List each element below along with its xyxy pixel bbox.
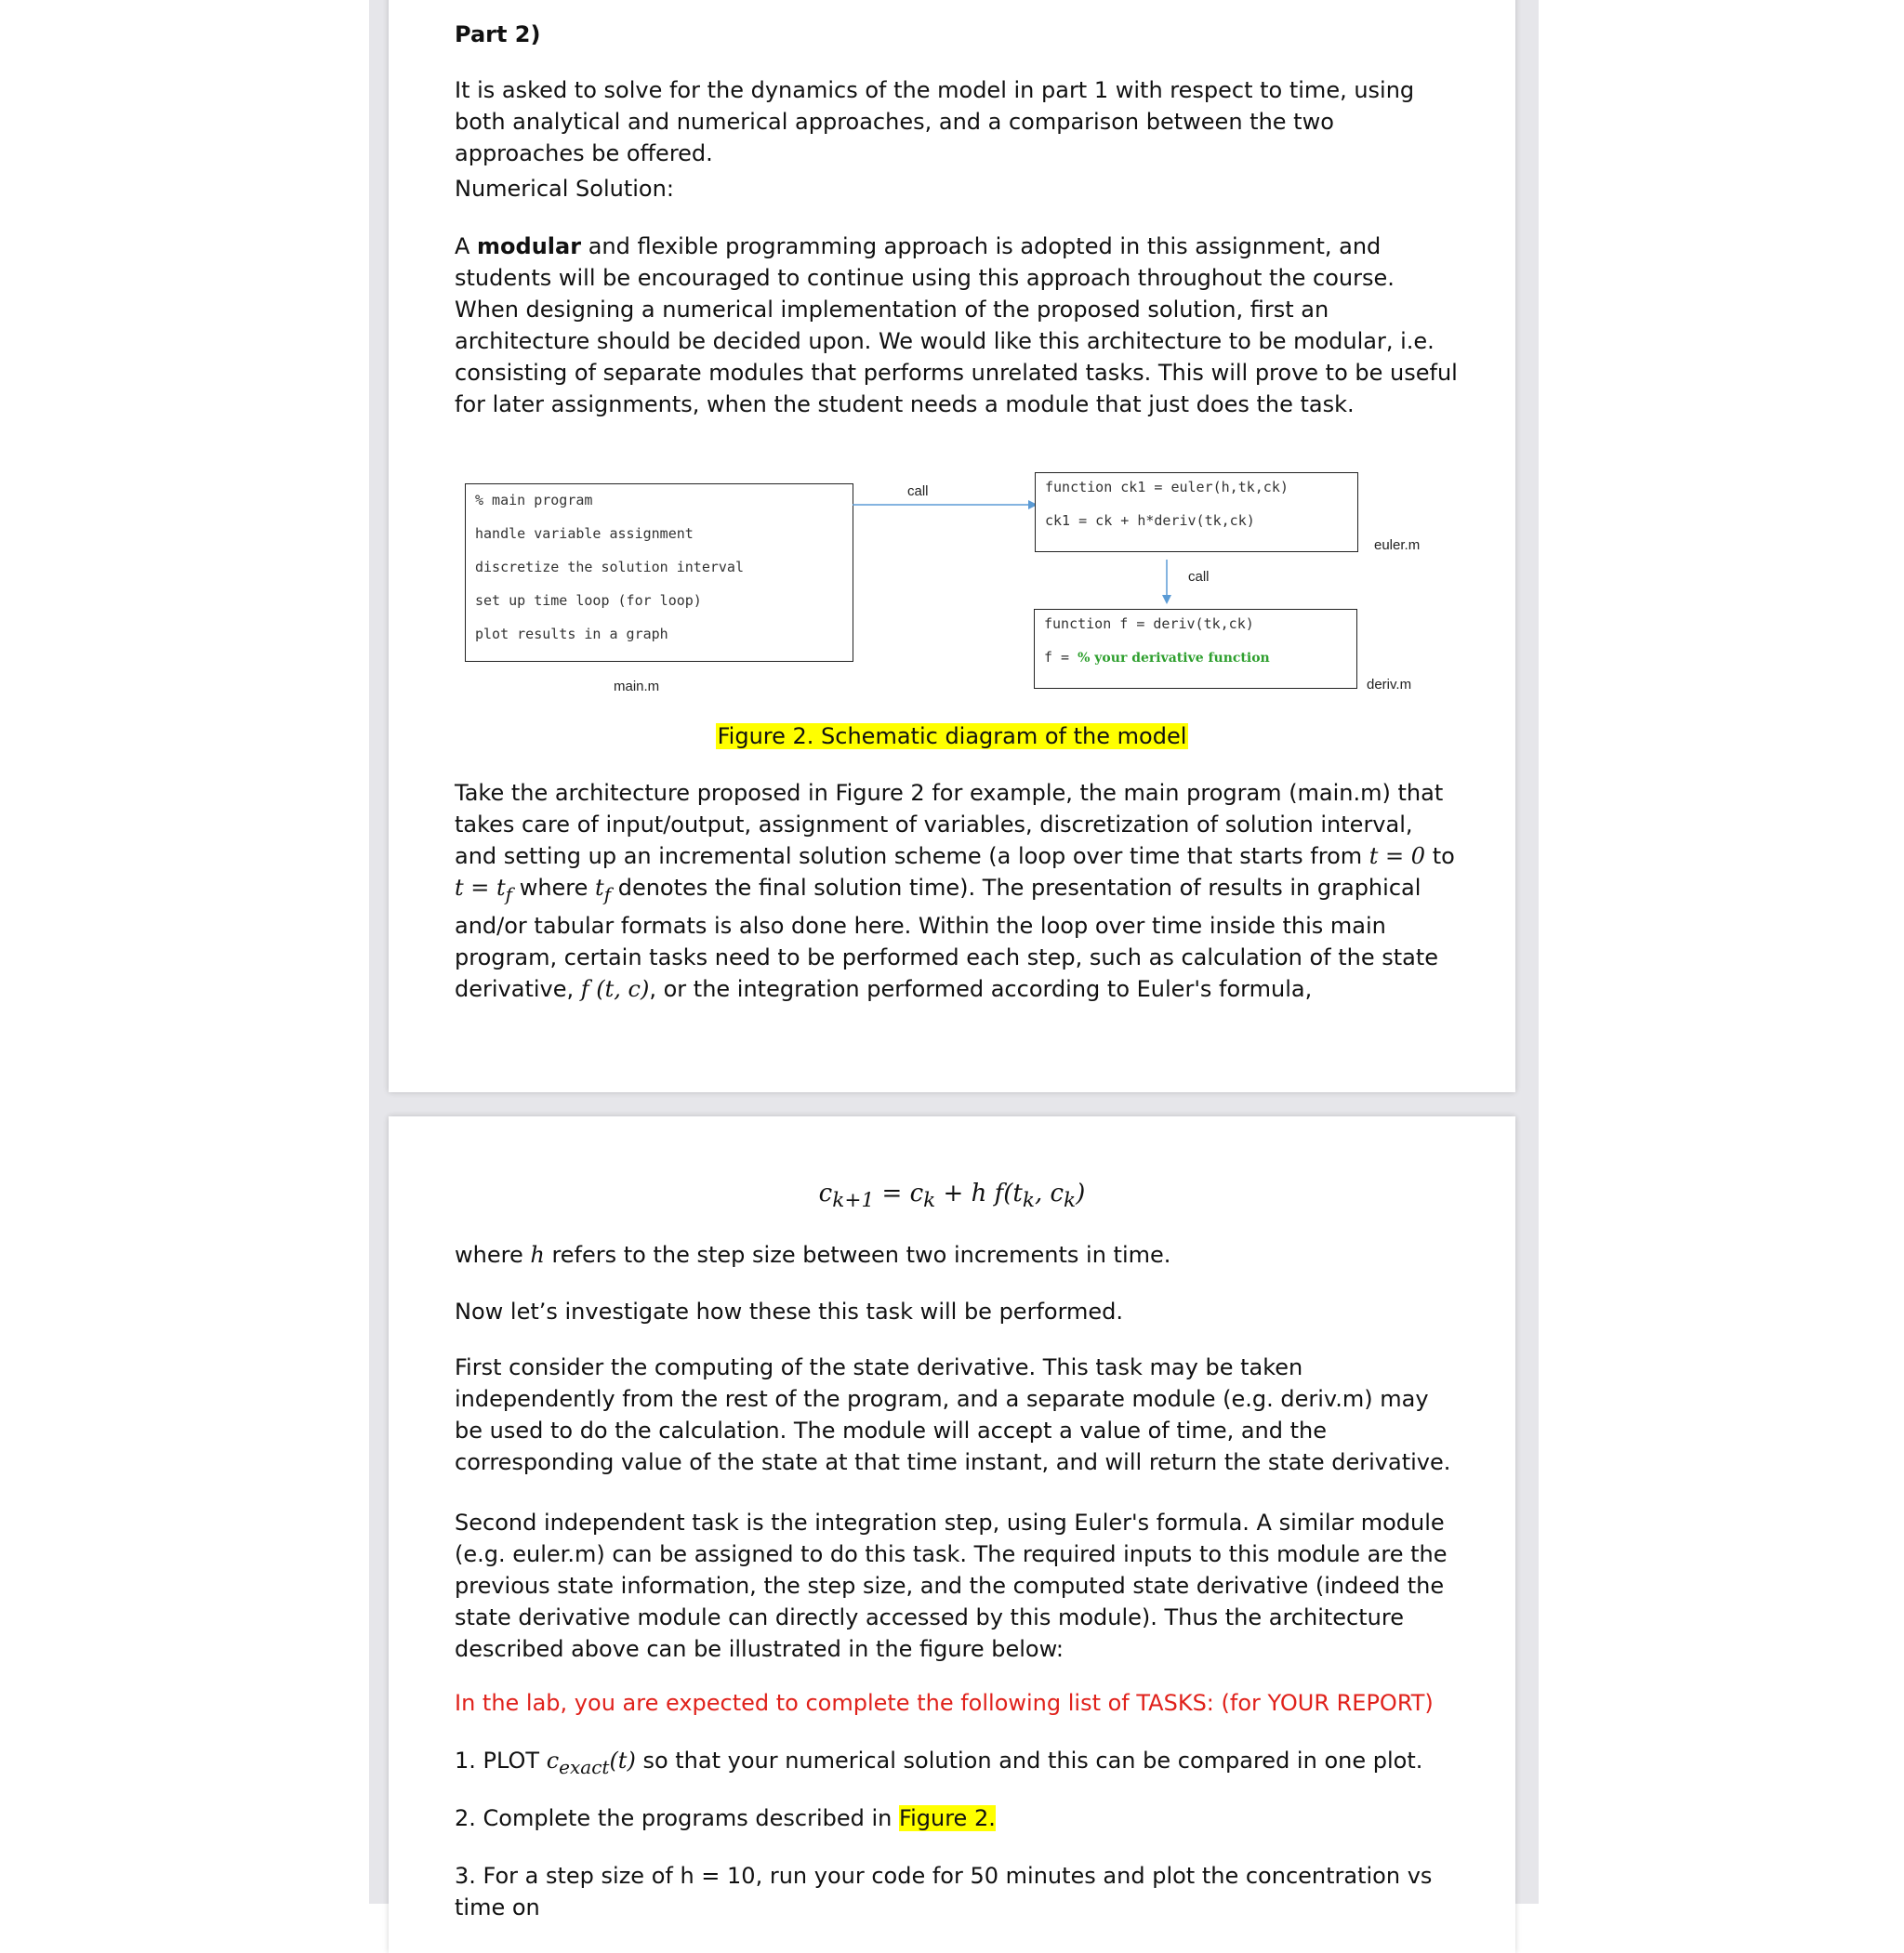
- task-2: [455, 1802, 1459, 1834]
- modular-prefix: A: [455, 233, 478, 259]
- call-label-1: call: [907, 483, 929, 499]
- first-task-paragraph: First consider the computing of the state derivative. This task may be taken independently from the rest of the program, and a separate module (e.g. deriv.m) may be used to do the calculation. The module will accept a value of time, and the corresponding value of the state at that time instant, and will return the state derivative.: [455, 1354, 1451, 1475]
- eq-t-sub: k: [1022, 1189, 1035, 1213]
- euler-equation: [389, 1180, 1515, 1212]
- deriv-line-1: function f = deriv(tk,ck): [1044, 615, 1254, 632]
- main-line-2: handle variable assignment: [475, 525, 694, 542]
- euler-line-1: function ck1 = euler(h,tk,ck): [1045, 479, 1289, 495]
- document-page-2: [389, 1116, 1515, 1953]
- math-c-exact-base: c: [546, 1748, 560, 1774]
- task2-figure-ref: Figure 2.: [899, 1805, 996, 1831]
- math-c-exact-sub: exact: [559, 1755, 610, 1778]
- task-3: 3. For a step size of h = 10, run your code for 50 minutes and plot the concentration vs time on: [455, 1863, 1433, 1920]
- deriv-comment: % your derivative function: [1078, 651, 1270, 666]
- math-tf-base: t: [595, 875, 604, 901]
- second-task-paragraph: Second independent task is the integration step, using Euler's formula. A similar module (e.g. euler.m) can be assigned to do this task. The required inputs to this module are the previous state information, the step size, and the computed state derivative (indeed the state derivative module can directly accessed by this module). Thus the architecture described above can be illustrated in the figure below:: [455, 1510, 1448, 1662]
- take-s1: Take the architecture proposed in Figure 2 for example, the main program (main.m) that takes care of input/output, assignment of variables, discretization of solution interval, and setting up an incremental solution scheme (a loop over time that starts from: [455, 780, 1444, 869]
- deriv-f-prefix: f =: [1044, 649, 1078, 666]
- eq-comma-c: , c: [1034, 1180, 1064, 1207]
- eq-equals: =: [874, 1180, 910, 1207]
- main-file-label: main.m: [614, 679, 660, 694]
- math-c-exact: [546, 1748, 636, 1778]
- deriv-box: [1034, 609, 1357, 689]
- math-tf-sub: f: [603, 882, 612, 905]
- take-s3: where: [512, 875, 596, 901]
- math-t-tf: [455, 875, 513, 905]
- take-s2: to: [1425, 843, 1455, 869]
- numerical-solution-heading: Numerical Solution:: [455, 176, 674, 202]
- task1-s1: 1. PLOT: [455, 1748, 547, 1774]
- part-heading: Part 2): [455, 21, 541, 47]
- figure-caption-text: Figure 2. Schematic diagram of the model: [717, 723, 1187, 749]
- take-s5: , or the integration performed according to Euler's formula,: [649, 975, 1313, 1002]
- math-t-tf-base: t = t: [455, 875, 506, 901]
- eq-c-sub: k: [923, 1189, 936, 1213]
- math-c-exact-arg: (t): [609, 1748, 636, 1774]
- intro-paragraph: It is asked to solve for the dynamics of the model in part 1 with respect to time, using both analytical and numerical approaches, and a comparison between the two approaches be offered.: [455, 77, 1415, 166]
- eq-c2-sub: k: [1064, 1189, 1077, 1213]
- euler-file-label: euler.m: [1374, 537, 1421, 553]
- eq-lhs: c: [818, 1180, 833, 1207]
- eq-lhs-sub: k+1: [832, 1189, 875, 1213]
- math-t-tf-sub: f: [505, 882, 513, 905]
- task1-s2: so that your numerical solution and this can be compared in one plot.: [635, 1748, 1423, 1774]
- modular-rest: and flexible programming approach is adopted in this assignment, and students will be encouraged to continue using this approach throughout the course. When designing a numerical implementation of the proposed solution, first an architecture should be decided upon. We would like this architecture to be modular, i.e. consisting of separate modules that performs unrelated tasks. This will prove to be useful for later assignments, when the student needs a module that just does the task.: [455, 233, 1458, 417]
- architecture-paragraph: [455, 777, 1459, 1005]
- where-paragraph: [455, 1239, 1459, 1271]
- main-line-5: plot results in a graph: [475, 626, 668, 642]
- call-arrow-head-2: [1162, 595, 1171, 604]
- figure-caption: [389, 720, 1515, 752]
- main-line-3: discretize the solution interval: [475, 559, 744, 575]
- math-h: h: [530, 1242, 545, 1268]
- deriv-line-2: [1044, 649, 1270, 666]
- task-1: [455, 1745, 1459, 1783]
- lab-tasks-heading: In the lab, you are expected to complete the following list of TASKS: (for YOUR REPORT): [455, 1690, 1434, 1716]
- document-page-1: [389, 0, 1515, 1092]
- math-f-t-c: f (t, c): [580, 975, 650, 1002]
- take-s4: denotes the final solution time). The presentation of results in graphical and/or tabular formats is also done here. Within the loop over time inside this main program, certain tasks need to be performed each step, such as calculation of the state derivative,: [455, 875, 1439, 1002]
- eq-plus-hf: + h f(t: [935, 1180, 1023, 1207]
- math-t-zero: t = 0: [1368, 843, 1426, 869]
- eq-c: c: [909, 1180, 924, 1207]
- euler-line-2: ck1 = ck + h*deriv(tk,ck): [1045, 512, 1255, 529]
- euler-box: [1035, 472, 1358, 552]
- eq-close: ): [1076, 1180, 1086, 1207]
- deriv-file-label: deriv.m: [1367, 677, 1412, 693]
- main-line-1: % main program: [475, 492, 593, 508]
- math-tf: [595, 875, 612, 905]
- where-s2: refers to the step size between two increments in time.: [544, 1242, 1171, 1268]
- modular-bold: modular: [477, 233, 582, 259]
- task2-s1: 2. Complete the programs described in: [455, 1805, 900, 1831]
- call-label-2: call: [1188, 569, 1210, 585]
- now-paragraph: Now let’s investigate how these this task will be performed.: [455, 1299, 1124, 1325]
- where-s1: where: [455, 1242, 531, 1268]
- main-line-4: set up time loop (for loop): [475, 592, 702, 609]
